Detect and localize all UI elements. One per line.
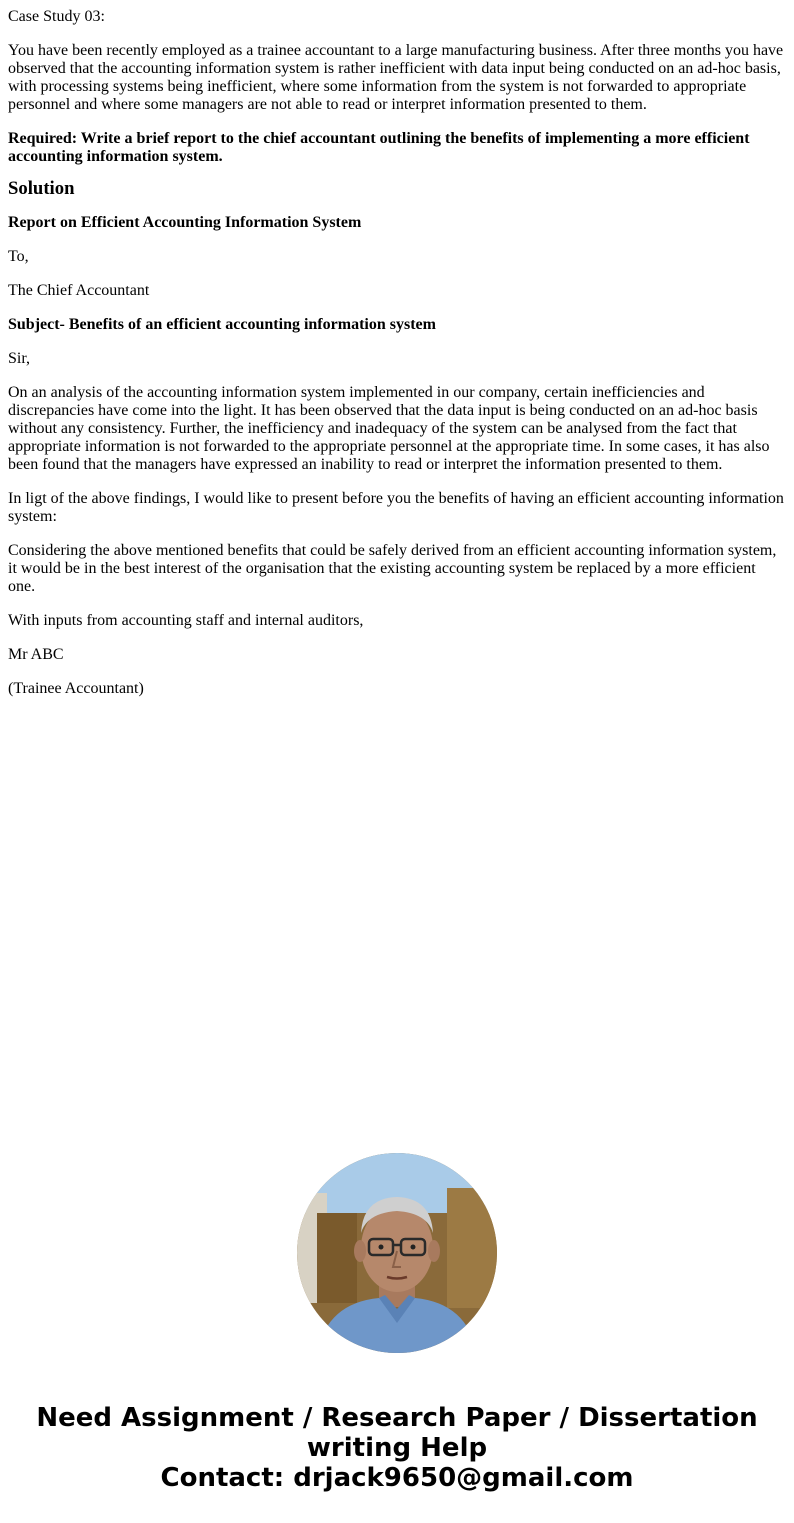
recipient: The Chief Accountant [8,282,150,299]
promo-line-2: writing Help [306,1433,488,1463]
paragraph-analysis: On an analysis of the accounting information system implemented in our company, certain inefficiencies and discrepancies have come into the light. It has been observed that the data input is being conducted on an ad-hoc basis without any consistency. Further, the inefficiency and inadequacy of the system can be analysed from the fact that appropriate information is not forwarded to the appropriate personnel at the appropriate time. In some cases, it has also been found that the managers have expressed an inability to read or interpret the information presented to them. [8,384,770,473]
person-photo-icon [297,1153,497,1353]
signatory-name: Mr ABC [8,646,64,663]
solution-heading: Solution [8,178,75,199]
document-body [8,8,786,714]
report-title: Report on Efficient Accounting Information System [8,214,362,231]
promo-banner [0,1403,794,1493]
promo-contact: Contact: drjack9650@gmail.com [160,1463,634,1493]
to-line: To, [8,248,29,265]
required-task: Required: Write a brief report to the chief accountant outlining the benefits of implementing a more efficient accounting information system. [8,130,750,165]
signatory-role: (Trainee Accountant) [8,680,144,697]
author-avatar [297,1153,497,1353]
salutation: Sir, [8,350,31,367]
paragraph-conclusion: Considering the above mentioned benefits that could be safely derived from an efficient accounting information system, it would be in the best interest of the organisation that the existing accounting system be replaced by a more efficient one. [8,542,777,595]
promo-line-1: Need Assignment / Research Paper / Dissertation [36,1403,758,1433]
case-study-title: Case Study 03: [8,8,105,25]
case-scenario: You have been recently employed as a trainee accountant to a large manufacturing business. After three months you have observed that the accounting information system is rather inefficient with data input being conducted on an ad-hoc basis, with processing systems being inefficient, where some information from the system is not forwarded to appropriate personnel and where some managers are not able to read or interpret information presented to them. [8,42,784,113]
closing-line: With inputs from accounting staff and internal auditors, [8,612,364,629]
paragraph-findings: In ligt of the above findings, I would like to present before you the benefits of having an efficient accounting information system: [8,490,784,525]
subject-line: Subject- Benefits of an efficient accounting information system [8,316,436,333]
